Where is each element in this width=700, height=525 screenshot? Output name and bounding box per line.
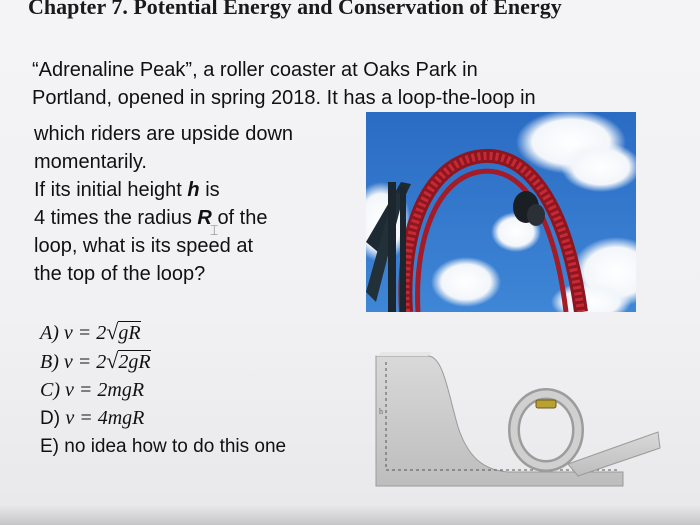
sqrt-icon: √ [106,348,119,373]
question-line-2: momentarily. [34,151,147,173]
choice-e-letter: E) [40,436,59,457]
question-line-1: which riders are upside down [34,123,294,145]
choice-b-radicand: 2gR [118,351,151,373]
symbol-R: R [197,207,212,229]
loop-track-diagram [368,352,664,492]
choice-b [40,347,370,376]
question-text [34,120,364,288]
diagram-height-label: h [379,407,383,416]
question-text-is: is [205,179,220,201]
intro-line-1: “Adrenaline Peak”, a roller coaster at Oaks Park in [32,59,478,81]
question-line-5: loop, what is its speed at [34,235,254,257]
question-line-3 [34,176,364,204]
choice-c [40,376,370,404]
symbol-h: h [187,179,200,201]
roller-coaster-photo [366,112,636,312]
question-line-4 [34,204,364,232]
choice-b-letter: B) [40,351,59,373]
choice-a-lhs: v = 2 [63,322,107,344]
choice-a-letter: A) [40,322,59,344]
question-text-radius: 4 times the radius [34,207,192,229]
choice-d-letter: D) [40,408,61,429]
choice-d-lhs: v = 4mgR [65,407,145,429]
choice-e [40,433,370,461]
sqrt-icon: √ [106,319,119,344]
choice-c-lhs: v = 2mgR [65,379,145,401]
question-text-initial-height: If its initial height [34,179,182,201]
intro-line-2: Portland, opened in spring 2018. It has a loop-the-loop in [32,87,536,109]
screen-bezel-shadow [0,505,700,525]
question-text-of-the: of the [217,207,268,229]
text-cursor-icon: ⌶ [210,222,219,238]
choice-a-radicand: gR [118,322,141,344]
chapter-header: Chapter 7. Potential Energy and Conservation of Energy [28,0,562,19]
choice-c-letter: C) [40,379,60,401]
choice-e-text: no idea how to do this one [64,436,287,457]
answer-choices [40,318,370,461]
intro-text [32,56,672,112]
choice-d [40,404,370,433]
choice-b-lhs: v = 2 [63,351,107,373]
question-line-6: the top of the loop? [34,263,206,285]
choice-a [40,318,370,347]
